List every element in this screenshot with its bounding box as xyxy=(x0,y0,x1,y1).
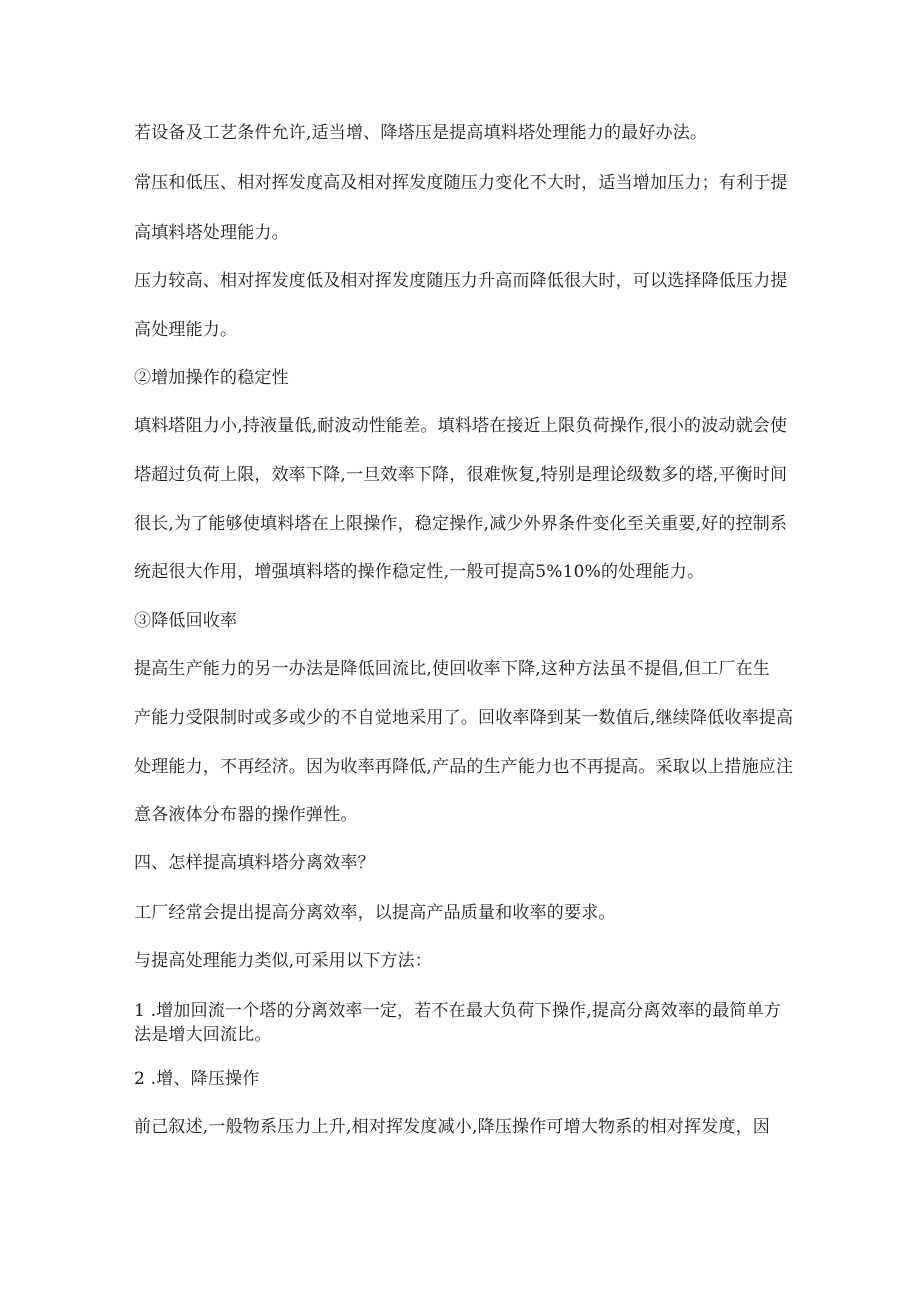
paragraph-line: 很长,为了能够使填料塔在上限操作，稳定操作,减少外界条件变化至关重要,好的控制系 xyxy=(134,514,788,534)
paragraph-line: 统起很大作用，增强填料塔的操作稳定性,一般可提高5%10%的处理能力。 xyxy=(134,562,705,582)
paragraph-line: 常压和低压、相对挥发度高及相对挥发度随压力变化不大时，适当增加压力；有利于提 xyxy=(134,173,788,193)
section-heading: ②增加操作的稳定性 xyxy=(134,368,289,388)
paragraph-line: 意各液体分布器的操作弹性。 xyxy=(134,805,358,825)
paragraph-line: 与提高处理能力类似,可采用以下方法： xyxy=(134,951,433,971)
paragraph-line: 若设备及工艺条件允许,适当增、降塔压是提高填料塔处理能力的最好办法。 xyxy=(134,123,708,143)
paragraph-line: 提高生产能力的另一办法是降低回流比,使回收率下降,这种方法虽不提倡,但工厂在生 xyxy=(134,659,771,679)
section-heading: 四、怎样提高填料塔分离效率？ xyxy=(134,853,375,873)
paragraph-line: 产能力受限制时或多或少的不自觉地采用了。回收率降到某一数值后,继续降低收率提高 xyxy=(134,708,794,728)
paragraph-line: 塔超过负荷上限，效率下降,一旦效率下降，很难恢复,特别是理论级数多的塔,平衡时间 xyxy=(134,465,788,485)
paragraph-line: 高填料塔处理能力。 xyxy=(134,223,289,243)
section-heading: ③降低回收率 xyxy=(134,611,238,631)
list-item-line: 法是增大回流比。 xyxy=(134,1025,272,1045)
paragraph-line: 处理能力，不再经济。因为收率再降低,产品的生产能力也不再提高。采取以上措施应注 xyxy=(134,757,794,777)
list-item-line: 2 .增、降压操作 xyxy=(134,1069,260,1089)
paragraph-line: 高处理能力。 xyxy=(134,320,238,340)
paragraph-line: 前己叙述,一般物系压力上升,相对挥发度减小,降压操作可增大物系的相对挥发度，因 xyxy=(134,1117,771,1137)
list-item-line: 1 .增加回流一个塔的分离效率一定，若不在最大负荷下操作,提高分离效率的最简单方 xyxy=(134,1001,782,1021)
paragraph-line: 工厂经常会提出提高分离效率，以提高产品质量和收率的要求。 xyxy=(134,903,616,923)
paragraph-line: 填料塔阻力小,持液量低,耐波动性能差。填料塔在接近上限负荷操作,很小的波动就会使 xyxy=(134,416,788,436)
paragraph-line: 压力较高、相对挥发度低及相对挥发度随压力升高而降低很大时，可以选择降低压力提 xyxy=(134,271,788,291)
